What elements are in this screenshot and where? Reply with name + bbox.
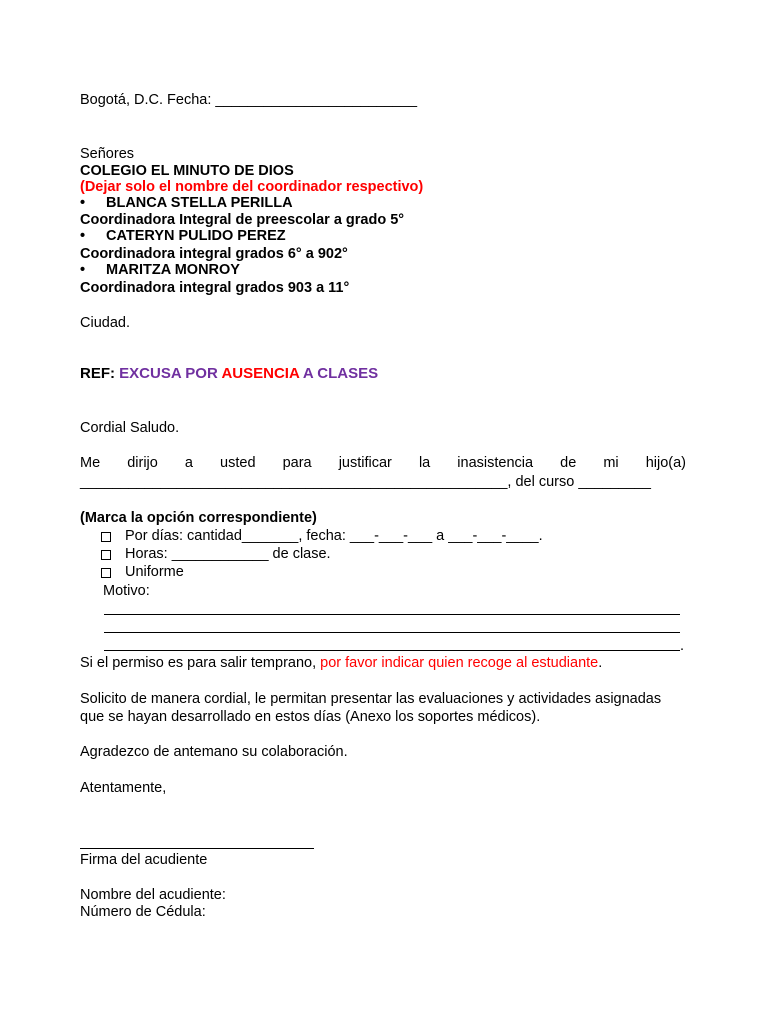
reason-rule: [104, 614, 680, 615]
request-line-2: que se hayan desarrollado en estos días (Anexo los soportes médicos).: [80, 709, 541, 725]
school-name: COLEGIO EL MINUTO DE DIOS: [80, 163, 294, 179]
greeting: Cordial Saludo.: [80, 420, 180, 436]
signature-label: Firma del acudiente: [80, 852, 208, 868]
sentence-word: a: [184, 455, 193, 471]
reason-label: Motivo:: [103, 583, 150, 599]
option-title: (Marca la opción correspondiente): [80, 510, 317, 526]
option-days: Por días: cantidad_______, fecha: ___-___-___ a ___-___-____.: [125, 528, 543, 544]
option-uniform: Uniforme: [125, 564, 184, 580]
ref-part-1: EXCUSA POR: [119, 365, 218, 382]
coordinator-role: Coordinadora integral grados 903 a 11°: [80, 280, 350, 296]
bullet-icon: •: [80, 228, 86, 244]
bullet-icon: •: [80, 195, 86, 211]
instruction-note: (Dejar solo el nombre del coordinador respectivo): [80, 179, 424, 195]
sentence-word: Me: [80, 455, 101, 471]
signature-rule: [80, 848, 314, 849]
student-course-line: _____________________________________________________, del curso _________: [80, 474, 651, 490]
early-leave-text: Si el permiso es para salir temprano,: [80, 655, 321, 671]
justify-sentence: [80, 455, 686, 471]
reason-end: .: [680, 638, 685, 654]
sentence-word: justificar: [338, 455, 392, 471]
salutation: Señores: [80, 146, 135, 162]
sentence-word: inasistencia: [457, 455, 534, 471]
ref-part-2: AUSENCIA: [221, 365, 300, 382]
reference-line: [80, 365, 378, 383]
early-leave-note: [80, 654, 602, 672]
coordinator-role: Coordinadora integral grados 6° a 902°: [80, 246, 348, 262]
request-line-1: Solicito de manera cordial, le permitan presentar las evaluaciones y actividades asignadas: [80, 691, 662, 707]
early-leave-end: .: [598, 655, 603, 671]
coordinator-name: CATERYN PULIDO PEREZ: [106, 228, 286, 244]
ref-part-3: A CLASES: [302, 365, 379, 382]
reason-rule: [104, 632, 680, 633]
checkbox-icon[interactable]: [101, 532, 111, 542]
guardian-name-label: Nombre del acudiente:: [80, 887, 226, 903]
ref-label: REF:: [80, 365, 115, 382]
thanks-line: Agradezco de antemano su colaboración.: [80, 744, 348, 760]
reason-rule: [104, 650, 680, 651]
city-date-line: Bogotá, D.C. Fecha: _________________________: [80, 92, 418, 108]
sentence-word: hijo(a): [645, 455, 686, 471]
coordinator-role: Coordinadora Integral de preescolar a grado 5°: [80, 212, 405, 228]
sentence-word: dirijo: [127, 455, 158, 471]
closing-line: Atentamente,: [80, 780, 167, 796]
id-number-label: Número de Cédula:: [80, 904, 206, 920]
coordinator-name: MARITZA MONROY: [106, 262, 240, 278]
early-leave-highlight: por favor indicar quien recoge al estudiante: [320, 655, 599, 671]
city-line: Ciudad.: [80, 315, 130, 331]
sentence-word: usted: [220, 455, 256, 471]
sentence-word: de: [560, 455, 577, 471]
option-hours: Horas: ____________ de clase.: [125, 546, 331, 562]
coordinator-name: BLANCA STELLA PERILLA: [106, 195, 293, 211]
sentence-word: para: [282, 455, 312, 471]
checkbox-icon[interactable]: [101, 568, 111, 578]
sentence-word: mi: [603, 455, 619, 471]
bullet-icon: •: [80, 262, 86, 278]
checkbox-icon[interactable]: [101, 550, 111, 560]
sentence-word: la: [418, 455, 431, 471]
